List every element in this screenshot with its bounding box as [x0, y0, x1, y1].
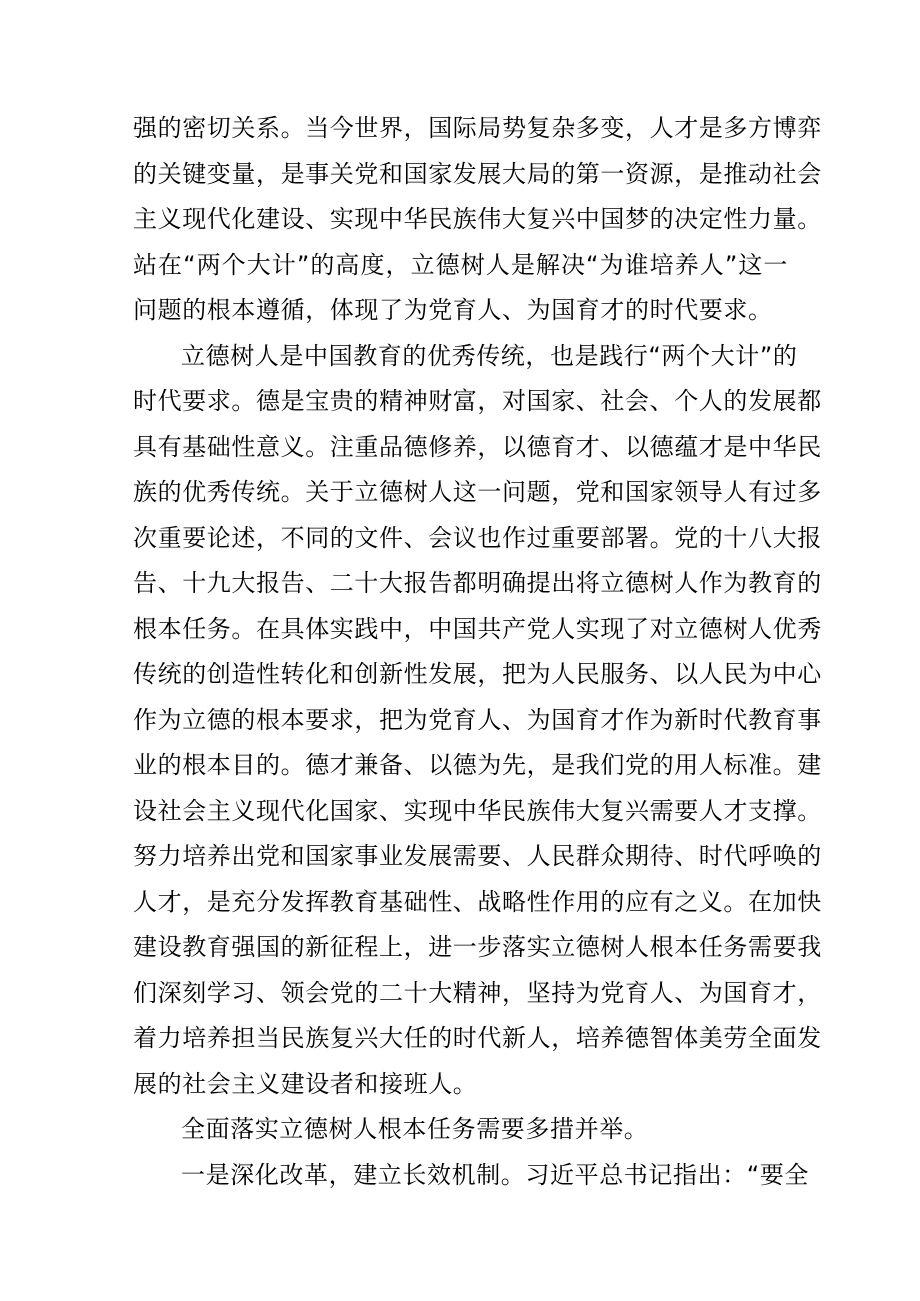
text-line: 人才，是充分发挥教育基础性、战略性作用的应有之义。在加快 [133, 887, 822, 916]
text-line: 问题的根本遵循，体现了为党育人、为国育才的时代要求。 [133, 296, 773, 324]
text-line: 根本任务。在具体实践中，中国共产党人实现了对立德树人优秀 [133, 614, 822, 643]
text-line: 强的密切关系。当今世界，国际局势复杂多变，人才是多方博弈 [133, 114, 822, 142]
text-line: 努力培养出党和国家事业发展需要、人民群众期待、时代呼唤的 [133, 842, 822, 870]
text-line: 次重要论述，不同的文件、会议也作过重要部署。党的十八大报 [133, 523, 822, 552]
text-line: 一是深化改革，建立长效机制。习近平总书记指出：“要全 [181, 1160, 810, 1189]
text-line: 展的社会主义建设者和接班人。 [133, 1069, 478, 1098]
text-line: 告、十九大报告、二十大报告都明确提出将立德树人作为教育的 [133, 569, 822, 597]
text-line: 的关键变量，是事关党和国家发展大局的第一资源，是推动社会 [133, 159, 822, 188]
document-page [133, 106, 822, 1198]
text-line: 传统的创造性转化和创新性发展，把为人民服务、以人民为中心 [133, 660, 822, 688]
text-line: 设社会主义现代化国家、实现中华民族伟大复兴需要人才支撑。 [133, 796, 822, 825]
text-line: 时代要求。德是宝贵的精神财富，对国家、社会、个人的发展都 [133, 387, 822, 415]
text-line: 业的根本目的。德才兼备、以德为先，是我们党的用人标准。建 [133, 751, 822, 779]
text-line: 建设教育强国的新征程上，进一步落实立德树人根本任务需要我 [133, 933, 822, 961]
text-line: 们深刻学习、领会党的二十大精神，坚持为党育人、为国育才， [133, 978, 822, 1007]
text-line: 具有基础性意义。注重品德修养，以德育才、以德蕴才是中华民 [133, 432, 822, 461]
text-line: 立德树人是中国教育的优秀传统，也是践行“两个大计”的 [181, 341, 798, 370]
text-line: 族的优秀传统。关于立德树人这一问题，党和国家领导人有过多 [133, 478, 822, 506]
text-line: 作为立德的根本要求，把为党育人、为国育才作为新时代教育事 [133, 705, 822, 734]
text-line: 站在“两个大计”的高度，立德树人是解决“为谁培养人”这一 [133, 250, 788, 279]
text-line: 全面落实立德树人根本任务需要多措并举。 [181, 1115, 649, 1143]
text-line: 着力培养担当民族复兴大任的时代新人，培养德智体美劳全面发 [133, 1024, 822, 1052]
text-line: 主义现代化建设、实现中华民族伟大复兴中国梦的决定性力量。 [133, 205, 822, 233]
